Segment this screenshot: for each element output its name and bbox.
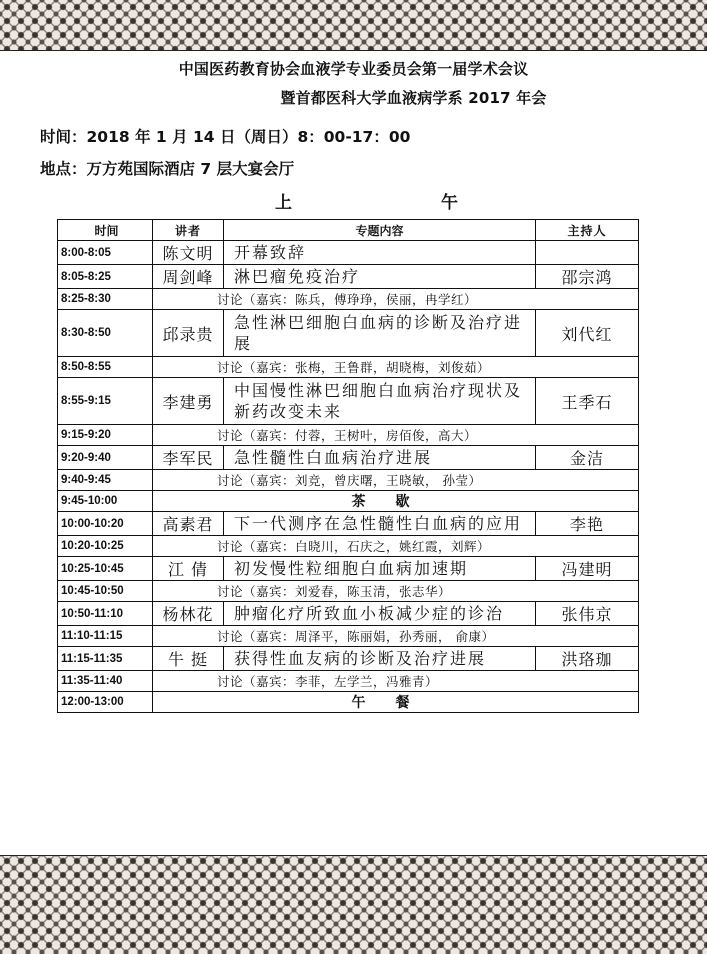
table-row [58,626,639,647]
meeting-venue: 地点：万方苑国际酒店 7 层大宴会厅 [40,160,295,178]
agenda-table [57,219,639,713]
row-time: 9:45-10:00 [58,491,153,512]
row-speaker: 陈文明 [153,241,224,265]
row-speaker: 江 倩 [153,557,224,581]
row-discussion: 讨论（嘉宾：周泽平，陈丽娟，孙秀丽， 俞康） [153,626,639,647]
row-discussion: 讨论（嘉宾：付蓉，王树叶，房佰俊，高大） [153,425,639,446]
row-speaker: 李军民 [153,446,224,470]
row-time: 8:05-8:25 [58,265,153,289]
table-header-row [58,220,639,241]
row-speaker: 杨林花 [153,602,224,626]
row-speaker: 邱录贵 [153,310,224,357]
row-time: 11:15-11:35 [58,647,153,671]
table-row [58,241,639,265]
row-time: 12:00-13:00 [58,692,153,713]
row-topic: 肿瘤化疗所致血小板减少症的诊治 [224,602,536,626]
row-discussion: 讨论（嘉宾：白晓川，石庆之，姚红霞，刘辉） [153,536,639,557]
row-topic: 中国慢性淋巴细胞白血病治疗现状及新药改变未来 [224,378,536,425]
table-row [58,581,639,602]
row-time: 10:25-10:45 [58,557,153,581]
header-time: 时间 [58,220,153,241]
row-time: 8:30-8:50 [58,310,153,357]
row-time: 8:50-8:55 [58,357,153,378]
meeting-time: 时间：2018 年 1 月 14 日（周日）8：00-17：00 [40,128,411,146]
row-time: 9:40-9:45 [58,470,153,491]
row-time: 11:10-11:15 [58,626,153,647]
row-time: 8:25-8:30 [58,289,153,310]
row-topic: 获得性血友病的诊断及治疗进展 [224,647,536,671]
row-speaker: 周剑峰 [153,265,224,289]
row-discussion: 讨论（嘉宾：刘竞，曾庆曙，王晓敏， 孙莹） [153,470,639,491]
table-row [58,491,639,512]
header-host: 主持人 [536,220,639,241]
row-topic: 开幕致辞 [224,241,536,265]
table-row [58,378,639,425]
table-row [58,446,639,470]
row-time: 9:20-9:40 [58,446,153,470]
table-row [58,692,639,713]
table-row [58,357,639,378]
document-subtitle: 暨首都医科大学血液病学系 2017 年会 [280,89,547,107]
row-host: 金洁 [536,446,639,470]
document-title: 中国医药教育协会血液学专业委员会第一届学术会议 [178,60,529,78]
row-speaker: 李建勇 [153,378,224,425]
row-topic: 初发慢性粒细胞白血病加速期 [224,557,536,581]
row-speaker: 牛 挺 [153,647,224,671]
row-host: 冯建明 [536,557,639,581]
session-char-2: 午 [441,193,458,213]
row-break: 茶歇 [153,491,639,512]
row-host [536,241,639,265]
row-time: 10:20-10:25 [58,536,153,557]
row-time: 8:55-9:15 [58,378,153,425]
table-row [58,425,639,446]
row-time: 11:35-11:40 [58,671,153,692]
row-host: 邵宗鸿 [536,265,639,289]
row-discussion: 讨论（嘉宾：陈兵，傅琤琤，侯丽，冉学红） [153,289,639,310]
row-discussion: 讨论（嘉宾：刘爱春，陈玉清，张志华） [153,581,639,602]
row-speaker: 高素君 [153,512,224,536]
row-discussion: 讨论（嘉宾：李菲，左学兰，冯雅青） [153,671,639,692]
table-row [58,265,639,289]
row-time: 8:00-8:05 [58,241,153,265]
row-host: 洪珞珈 [536,647,639,671]
row-discussion: 讨论（嘉宾：张梅，王鲁群，胡晓梅，刘俊茹） [153,357,639,378]
table-row [58,602,639,626]
table-row [58,671,639,692]
row-time: 10:00-10:20 [58,512,153,536]
row-host: 王季石 [536,378,639,425]
table-row [58,536,639,557]
row-topic: 急性淋巴细胞白血病的诊断及治疗进展 [224,310,536,357]
table-row [58,512,639,536]
table-row [58,557,639,581]
row-topic: 淋巴瘤免疫治疗 [224,265,536,289]
table-row [58,470,639,491]
row-host: 刘代红 [536,310,639,357]
row-time: 10:45-10:50 [58,581,153,602]
row-time: 10:50-11:10 [58,602,153,626]
header-speaker: 讲者 [153,220,224,241]
row-host: 张伟京 [536,602,639,626]
table-row [58,289,639,310]
table-row [58,647,639,671]
session-char-1: 上 [275,193,292,213]
header-topic: 专题内容 [224,220,536,241]
agenda-body [58,241,639,713]
row-host: 李艳 [536,512,639,536]
table-row [58,310,639,357]
row-break: 午餐 [153,692,639,713]
row-time: 9:15-9:20 [58,425,153,446]
row-topic: 急性髓性白血病治疗进展 [224,446,536,470]
row-topic: 下一代测序在急性髓性白血病的应用 [224,512,536,536]
